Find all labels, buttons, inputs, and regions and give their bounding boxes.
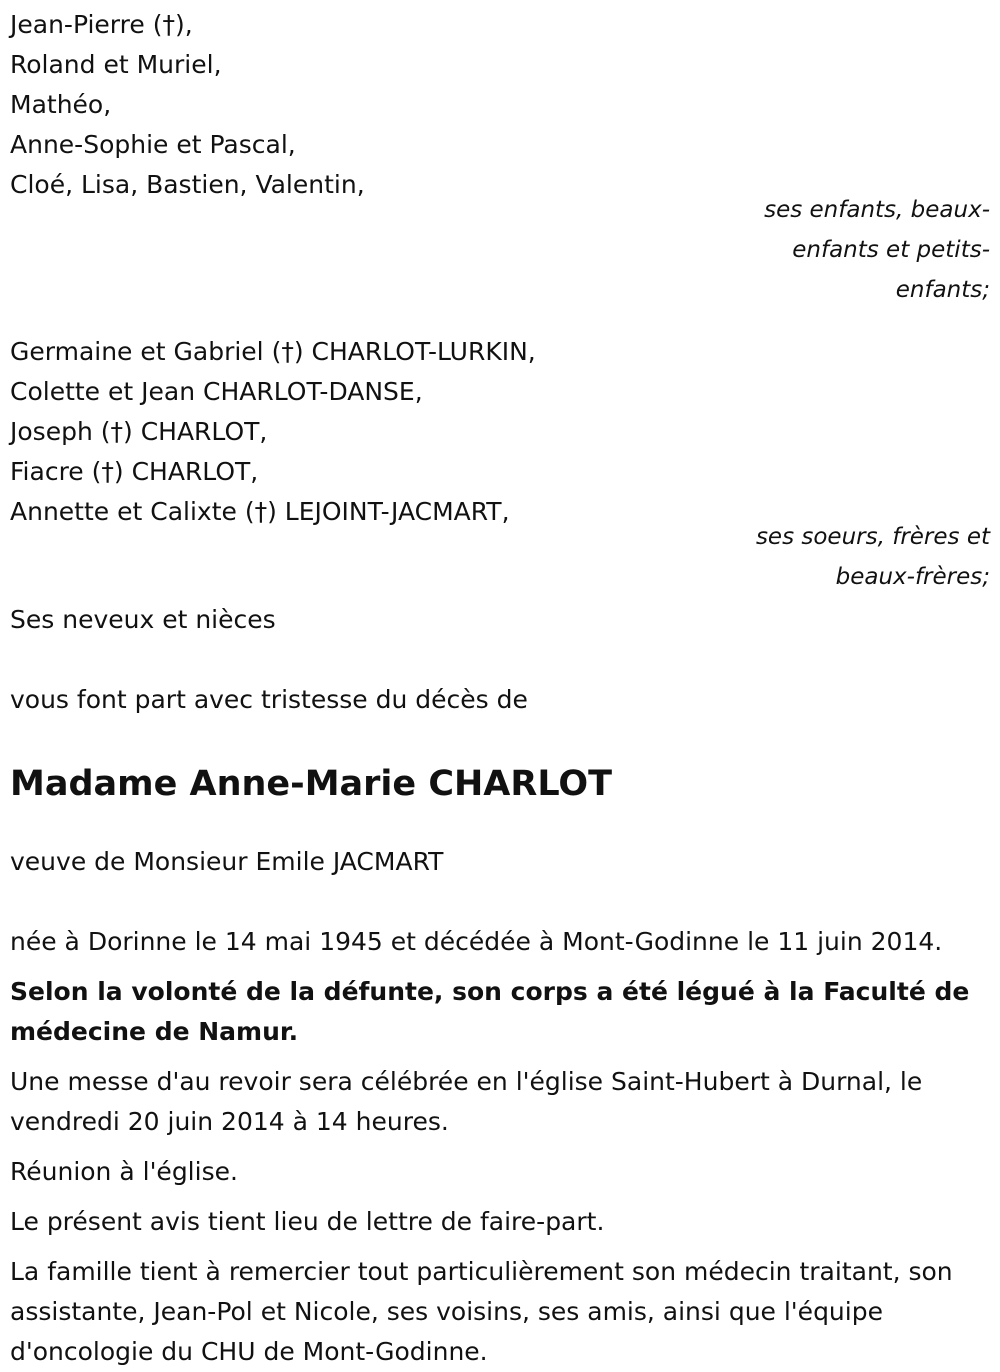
birth-death-paragraph: née à Dorinne le 14 mai 1945 et décédée à Mont-Godinne le 11 juin 2014.: [10, 927, 943, 956]
siblings-line-3: Joseph (†) CHARLOT,: [10, 417, 268, 446]
siblings-line-2: Colette et Jean CHARLOT-DANSE,: [10, 377, 423, 406]
mass-paragraph: Une messe d'au revoir sera célébrée en l'église Saint-Hubert à Durnal, le vendredi 20 juin 2014 à 14 heures.: [10, 1067, 923, 1136]
siblings-line-4: Fiacre (†) CHARLOT,: [10, 457, 259, 486]
meeting-paragraph: Réunion à l'église.: [10, 1157, 238, 1186]
family-children-line-4: Anne-Sophie et Pascal,: [10, 130, 296, 159]
announcement-line: vous font part avec tristesse du décès de: [10, 685, 528, 714]
nephews-line: Ses neveux et nièces: [10, 605, 276, 634]
family-children-line-1: Jean-Pierre (†),: [10, 10, 193, 39]
siblings-role-line-1: ses soeurs, frères et: [755, 524, 990, 550]
siblings-line-1: Germaine et Gabriel (†) CHARLOT-LURKIN,: [10, 337, 536, 366]
family-children-line-5: Cloé, Lisa, Bastien, Valentin,: [10, 170, 365, 199]
notice-paragraph: Le présent avis tient lieu de lettre de faire-part.: [10, 1207, 605, 1236]
family-children-role-line-1: ses enfants, beaux-: [764, 197, 990, 223]
body-donation-paragraph: Selon la volonté de la défunte, son corps a été légué à la Faculté de médecine de Namur.: [10, 977, 970, 1046]
family-children-role-line-2: enfants et petits-: [792, 237, 990, 263]
widow-of-line: veuve de Monsieur Emile JACMART: [10, 847, 444, 876]
thanks-paragraph: La famille tient à remercier tout particulièrement son médecin traitant, son assistante, Jean-Pol et Nicole, ses voisins, ses amis, ainsi que l'équipe d'oncologie du CHU de Mont-Godinne.: [10, 1257, 953, 1366]
siblings-line-5: Annette et Calixte (†) LEJOINT-JACMART,: [10, 497, 510, 526]
family-children-line-2: Roland et Muriel,: [10, 50, 222, 79]
family-children-line-3: Mathéo,: [10, 90, 112, 119]
siblings-role-line-2: beaux-frères;: [835, 564, 990, 590]
deceased-name: Madame Anne-Marie CHARLOT: [10, 764, 613, 804]
family-children-role-line-3: enfants;: [895, 277, 990, 303]
